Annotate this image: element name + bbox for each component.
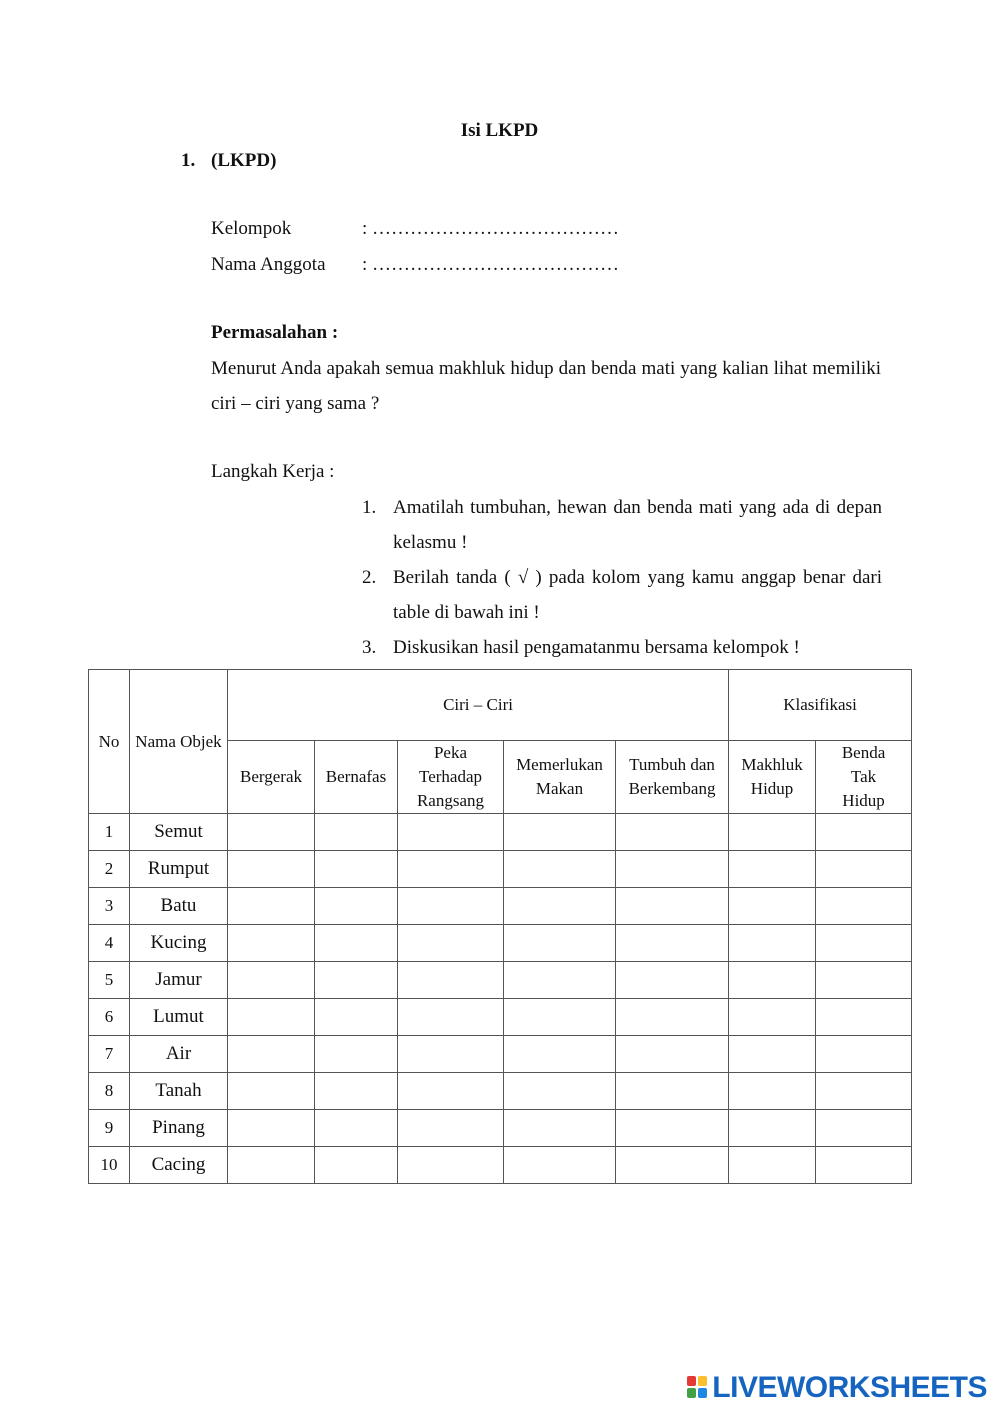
table-row	[89, 999, 912, 1036]
check-cell-bergerak[interactable]	[228, 962, 315, 999]
check-cell-peka-rangsang[interactable]	[398, 925, 504, 962]
check-cell-tumbuh-berkembang[interactable]	[616, 814, 729, 851]
table-row	[89, 1036, 912, 1073]
step-text: Diskusikan hasil pengamatanmu bersama kelompok !	[393, 637, 800, 658]
observation-table	[88, 669, 912, 1184]
check-cell-peka-rangsang[interactable]	[398, 851, 504, 888]
group-field[interactable]: : …………………………………	[362, 218, 620, 239]
check-cell-benda-tak-hidup[interactable]	[816, 962, 912, 999]
check-cell-tumbuh-berkembang[interactable]	[616, 1147, 729, 1184]
header-classification-group: Klasifikasi	[729, 670, 912, 741]
table-row	[89, 814, 912, 851]
members-label: Nama Anggota	[211, 254, 326, 275]
object-name: Batu	[130, 888, 228, 925]
step-number: 2.	[362, 567, 377, 588]
check-cell-peka-rangsang[interactable]	[398, 1073, 504, 1110]
check-cell-makhluk-hidup[interactable]	[729, 1073, 816, 1110]
liveworksheets-logo	[687, 1372, 987, 1404]
check-cell-benda-tak-hidup[interactable]	[816, 1073, 912, 1110]
row-number: 7	[89, 1036, 130, 1073]
check-cell-benda-tak-hidup[interactable]	[816, 999, 912, 1036]
header-feature: Memerlukan Makan	[504, 741, 616, 814]
check-cell-bernafas[interactable]	[315, 962, 398, 999]
check-cell-bergerak[interactable]	[228, 1036, 315, 1073]
row-number: 6	[89, 999, 130, 1036]
check-cell-bergerak[interactable]	[228, 1110, 315, 1147]
table-row	[89, 1147, 912, 1184]
object-name: Air	[130, 1036, 228, 1073]
check-cell-benda-tak-hidup[interactable]	[816, 1110, 912, 1147]
check-cell-bernafas[interactable]	[315, 1147, 398, 1184]
header-feature: Bernafas	[315, 741, 398, 814]
table-row	[89, 925, 912, 962]
header-class: Makhluk Hidup	[729, 741, 816, 814]
header-feature: Tumbuh dan Berkembang	[616, 741, 729, 814]
check-cell-memerlukan-makan[interactable]	[504, 888, 616, 925]
check-cell-memerlukan-makan[interactable]	[504, 925, 616, 962]
check-cell-tumbuh-berkembang[interactable]	[616, 1073, 729, 1110]
check-cell-bergerak[interactable]	[228, 851, 315, 888]
check-cell-benda-tak-hidup[interactable]	[816, 888, 912, 925]
object-name: Jamur	[130, 962, 228, 999]
check-cell-benda-tak-hidup[interactable]	[816, 925, 912, 962]
check-cell-bergerak[interactable]	[228, 888, 315, 925]
group-label: Kelompok	[211, 218, 292, 239]
check-cell-peka-rangsang[interactable]	[398, 814, 504, 851]
check-cell-memerlukan-makan[interactable]	[504, 999, 616, 1036]
check-cell-memerlukan-makan[interactable]	[504, 851, 616, 888]
check-cell-bernafas[interactable]	[315, 851, 398, 888]
step-number: 3.	[362, 637, 377, 658]
steps-list	[362, 490, 882, 665]
check-cell-bernafas[interactable]	[315, 888, 398, 925]
object-name: Pinang	[130, 1110, 228, 1147]
check-cell-makhluk-hidup[interactable]	[729, 1036, 816, 1073]
row-number: 5	[89, 962, 130, 999]
check-cell-peka-rangsang[interactable]	[398, 1110, 504, 1147]
header-class: Benda Tak Hidup	[816, 741, 912, 814]
header-feature: Peka Terhadap Rangsang	[398, 741, 504, 814]
check-cell-peka-rangsang[interactable]	[398, 1147, 504, 1184]
row-number: 3	[89, 888, 130, 925]
check-cell-benda-tak-hidup[interactable]	[816, 814, 912, 851]
check-cell-bernafas[interactable]	[315, 999, 398, 1036]
check-cell-makhluk-hidup[interactable]	[729, 1147, 816, 1184]
check-cell-peka-rangsang[interactable]	[398, 962, 504, 999]
row-number: 8	[89, 1073, 130, 1110]
steps-heading: Langkah Kerja :	[211, 461, 335, 482]
check-cell-benda-tak-hidup[interactable]	[816, 851, 912, 888]
check-cell-bernafas[interactable]	[315, 1110, 398, 1147]
check-cell-memerlukan-makan[interactable]	[504, 1110, 616, 1147]
check-cell-bergerak[interactable]	[228, 814, 315, 851]
object-name: Kucing	[130, 925, 228, 962]
row-number: 1	[89, 814, 130, 851]
object-name: Cacing	[130, 1147, 228, 1184]
step-item	[362, 630, 882, 665]
object-name: Tanah	[130, 1073, 228, 1110]
check-cell-bernafas[interactable]	[315, 814, 398, 851]
header-feature: Bergerak	[228, 741, 315, 814]
table-row	[89, 851, 912, 888]
check-cell-tumbuh-berkembang[interactable]	[616, 851, 729, 888]
row-number: 2	[89, 851, 130, 888]
check-cell-makhluk-hidup[interactable]	[729, 888, 816, 925]
check-cell-makhluk-hidup[interactable]	[729, 999, 816, 1036]
section-number: 1.	[181, 150, 196, 171]
section-title: (LKPD)	[211, 150, 277, 171]
page-title: Isi LKPD	[460, 120, 539, 141]
check-cell-bernafas[interactable]	[315, 1036, 398, 1073]
table-row	[89, 888, 912, 925]
liveworksheets-logo-icon	[687, 1376, 709, 1400]
check-cell-bergerak[interactable]	[228, 1147, 315, 1184]
check-cell-tumbuh-berkembang[interactable]	[616, 888, 729, 925]
problem-heading: Permasalahan :	[211, 322, 339, 343]
check-cell-benda-tak-hidup[interactable]	[816, 1036, 912, 1073]
object-name: Lumut	[130, 999, 228, 1036]
check-cell-makhluk-hidup[interactable]	[729, 851, 816, 888]
step-text: Amatilah tumbuhan, hewan dan benda mati yang ada di depan kelasmu !	[393, 497, 882, 553]
check-cell-makhluk-hidup[interactable]	[729, 1110, 816, 1147]
check-cell-peka-rangsang[interactable]	[398, 1036, 504, 1073]
logo-text: LIVEWORKSHEETS	[712, 1371, 987, 1404]
step-item	[362, 560, 882, 630]
check-cell-peka-rangsang[interactable]	[398, 999, 504, 1036]
object-name: Semut	[130, 814, 228, 851]
row-number: 9	[89, 1110, 130, 1147]
header-no: No	[89, 670, 130, 814]
check-cell-bernafas[interactable]	[315, 925, 398, 962]
problem-text: Menurut Anda apakah semua makhluk hidup dan benda mati yang kalian lihat memiliki ciri – ciri yang sama ?	[211, 358, 881, 414]
check-cell-bergerak[interactable]	[228, 999, 315, 1036]
step-text: Berilah tanda ( √ ) pada kolom yang kamu anggap benar dari table di bawah ini !	[393, 567, 882, 623]
check-cell-tumbuh-berkembang[interactable]	[616, 925, 729, 962]
check-cell-bernafas[interactable]	[315, 1073, 398, 1110]
header-features-group: Ciri – Ciri	[228, 670, 729, 741]
row-number: 4	[89, 925, 130, 962]
table-body	[89, 814, 912, 1184]
check-cell-tumbuh-berkembang[interactable]	[616, 962, 729, 999]
check-cell-makhluk-hidup[interactable]	[729, 814, 816, 851]
check-cell-memerlukan-makan[interactable]	[504, 814, 616, 851]
step-item	[362, 490, 882, 560]
table-row	[89, 1073, 912, 1110]
step-number: 1.	[362, 497, 377, 518]
check-cell-memerlukan-makan[interactable]	[504, 1147, 616, 1184]
object-name: Rumput	[130, 851, 228, 888]
row-number: 10	[89, 1147, 130, 1184]
check-cell-tumbuh-berkembang[interactable]	[616, 999, 729, 1036]
table-row	[89, 962, 912, 999]
check-cell-benda-tak-hidup[interactable]	[816, 1147, 912, 1184]
check-cell-bergerak[interactable]	[228, 1073, 315, 1110]
check-cell-memerlukan-makan[interactable]	[504, 962, 616, 999]
check-cell-memerlukan-makan[interactable]	[504, 1036, 616, 1073]
check-cell-tumbuh-berkembang[interactable]	[616, 1036, 729, 1073]
check-cell-memerlukan-makan[interactable]	[504, 1073, 616, 1110]
table-row	[89, 1110, 912, 1147]
check-cell-tumbuh-berkembang[interactable]	[616, 1110, 729, 1147]
check-cell-peka-rangsang[interactable]	[398, 888, 504, 925]
check-cell-bergerak[interactable]	[228, 925, 315, 962]
header-name: Nama Objek	[130, 670, 228, 814]
check-cell-makhluk-hidup[interactable]	[729, 925, 816, 962]
check-cell-makhluk-hidup[interactable]	[729, 962, 816, 999]
members-field[interactable]: : …………………………………	[362, 254, 620, 275]
